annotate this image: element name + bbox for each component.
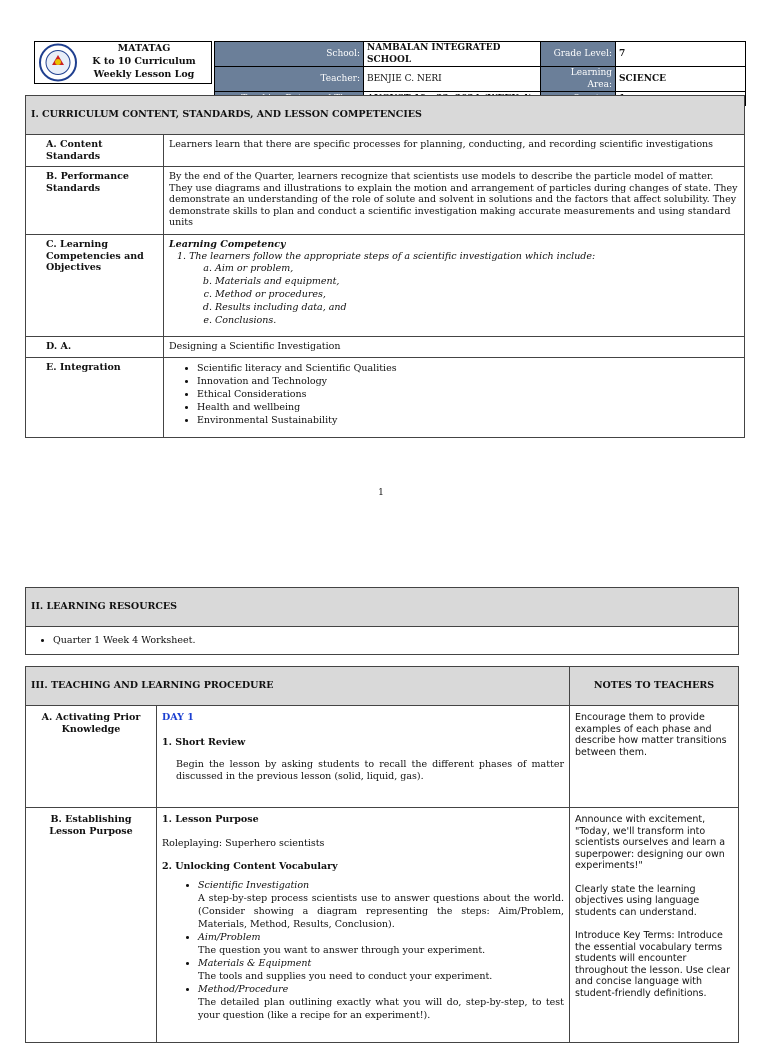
resource-item: • Quarter 1 Week 4 Worksheet. <box>53 634 733 647</box>
teacher-value: BENJIE C. NERI <box>364 67 541 92</box>
competency-step: d. Results including data, and <box>215 301 739 314</box>
school-label: School: <box>215 42 364 67</box>
section-1-title: I. CURRICULUM CONTENT, STANDARDS, AND LESSON COMPETENCIES <box>26 96 745 135</box>
vocabulary-item <box>198 931 564 957</box>
resources-list <box>31 634 733 647</box>
lesson-purpose-text: Roleplaying: Superhero scientists <box>162 837 325 849</box>
integration-cell <box>164 357 745 437</box>
d-text: Designing a Scientific Investigation <box>164 337 745 358</box>
header-title-line-1: MATATAG <box>117 43 171 54</box>
establishing-note: Announce with excitement, "Today, we'll transform into scientists ourselves and learn a superpower: designing our own experiments!" <box>575 814 726 871</box>
d-label: D. A. <box>26 337 164 358</box>
competency-step: e. Conclusions. <box>215 314 739 327</box>
notes-to-teachers-title: NOTES TO TEACHERS <box>570 667 739 706</box>
lesson-purpose-heading: 1. Lesson Purpose <box>162 814 259 825</box>
vocabulary-term: Scientific Investigation <box>198 879 310 891</box>
vocabulary-definition: A step-by-step process scientists use to answer questions about the world. (Consider showing a diagram representing the steps: Aim/Problem, Materials, Method, Results, Conclusion). <box>198 892 564 930</box>
learning-competencies-label: C. Learning Competencies and Objectives <box>26 235 164 337</box>
vocabulary-item <box>198 983 564 1022</box>
school-value: NAMBALAN INTEGRATED SCHOOL <box>364 42 541 67</box>
vocabulary-term: Method/Procedure <box>198 983 289 995</box>
integration-item: • Health and wellbeing <box>197 401 739 414</box>
integration-label: E. Integration <box>26 357 164 437</box>
vocabulary-list <box>162 879 564 1022</box>
integration-item: • Environmental Sustainability <box>197 414 739 427</box>
vocabulary-term: Materials & Equipment <box>198 957 312 969</box>
learning-competencies-cell <box>164 235 745 337</box>
learning-area-value: SCIENCE <box>616 67 746 92</box>
learning-competency-item: 1. The learners follow the appropriate steps of a scientific investigation which include: <box>177 250 596 262</box>
header-title-line-3: Weekly Lesson Log <box>93 69 195 80</box>
curriculum-table <box>25 95 745 438</box>
teacher-label: Teacher: <box>215 67 364 92</box>
section-3-title: III. TEACHING AND LEARNING PROCEDURE <box>26 667 570 706</box>
vocabulary-term: Aim/Problem <box>198 931 261 943</box>
competency-step: a. Aim or problem, <box>215 262 739 275</box>
grade-level-label: Grade Level: <box>541 42 616 67</box>
page-number: 1 <box>378 488 384 498</box>
header-title-line-2: K to 10 Curriculum <box>92 56 196 67</box>
vocabulary-item <box>198 879 564 931</box>
competency-step: c. Method or procedures, <box>215 288 739 301</box>
teaching-procedure-table <box>25 666 739 1043</box>
learning-resources-table <box>25 587 739 655</box>
vocabulary-heading: 2. Unlocking Content Vocabulary <box>162 861 338 872</box>
vocabulary-item <box>198 957 564 983</box>
establishing-notes-cell <box>570 808 739 1043</box>
performance-standards-text: By the end of the Quarter, learners recognize that scientists use models to describe the particle model of matter. They use diagrams and illustrations to explain the motion and arrangement of particles during changes of state. They demonstrate an understanding of the role of solute and solvent in solutions and the factors that affect solubility. They demonstrate skills to plan and conduct a scientific investigation making accurate measurements and using standard units <box>164 167 745 235</box>
learning-area-label: Learning Area: <box>541 67 616 92</box>
short-review-heading: 1. Short Review <box>162 736 246 748</box>
activating-prior-knowledge-cell <box>157 706 570 808</box>
competency-steps-list <box>169 262 739 327</box>
section-2-title: II. LEARNING RESOURCES <box>26 588 739 627</box>
integration-list <box>169 362 739 427</box>
establishing-lesson-purpose-label: B. Establishing Lesson Purpose <box>26 808 157 1043</box>
day-1-label: DAY 1 <box>162 712 194 723</box>
content-standards-label: A. Content Standards <box>26 135 164 167</box>
integration-item: • Scientific literacy and Scientific Qualities <box>197 362 739 375</box>
establishing-lesson-purpose-cell <box>157 808 570 1043</box>
header-logo-box <box>34 41 212 84</box>
activating-prior-knowledge-label: A. Activating Prior Knowledge <box>26 706 157 808</box>
integration-item: • Innovation and Technology <box>197 375 739 388</box>
deped-seal-logo <box>38 43 78 82</box>
vocabulary-definition: The tools and supplies you need to conduct your experiment. <box>198 970 493 982</box>
learning-competency-title: Learning Competency <box>169 239 286 250</box>
establishing-note: Introduce Key Terms: Introduce the essential vocabulary terms students will encounter throughout the lesson. Use clear and concise language with student-friendly definitions. <box>575 930 730 999</box>
vocabulary-definition: The detailed plan outlining exactly what you will do, step-by-step, to test your question (like a recipe for an experiment!). <box>198 996 564 1021</box>
grade-level-value: 7 <box>616 42 746 67</box>
content-standards-text: Learners learn that there are specific processes for planning, conducting, and recording scientific investigations <box>164 135 745 167</box>
activating-notes: Encourage them to provide examples of each phase and describe how matter transitions between them. <box>570 706 739 808</box>
resources-cell <box>26 627 739 655</box>
integration-item: • Ethical Considerations <box>197 388 739 401</box>
performance-standards-label: B. Performance Standards <box>26 167 164 235</box>
vocabulary-definition: The question you want to answer through your experiment. <box>198 944 486 956</box>
establishing-note: Clearly state the learning objectives using language students can understand. <box>575 883 700 918</box>
competency-step: b. Materials and equipment, <box>215 275 739 288</box>
short-review-text: Begin the lesson by asking students to recall the different phases of matter discussed in the previous lesson (solid, liquid, gas). <box>176 759 564 782</box>
